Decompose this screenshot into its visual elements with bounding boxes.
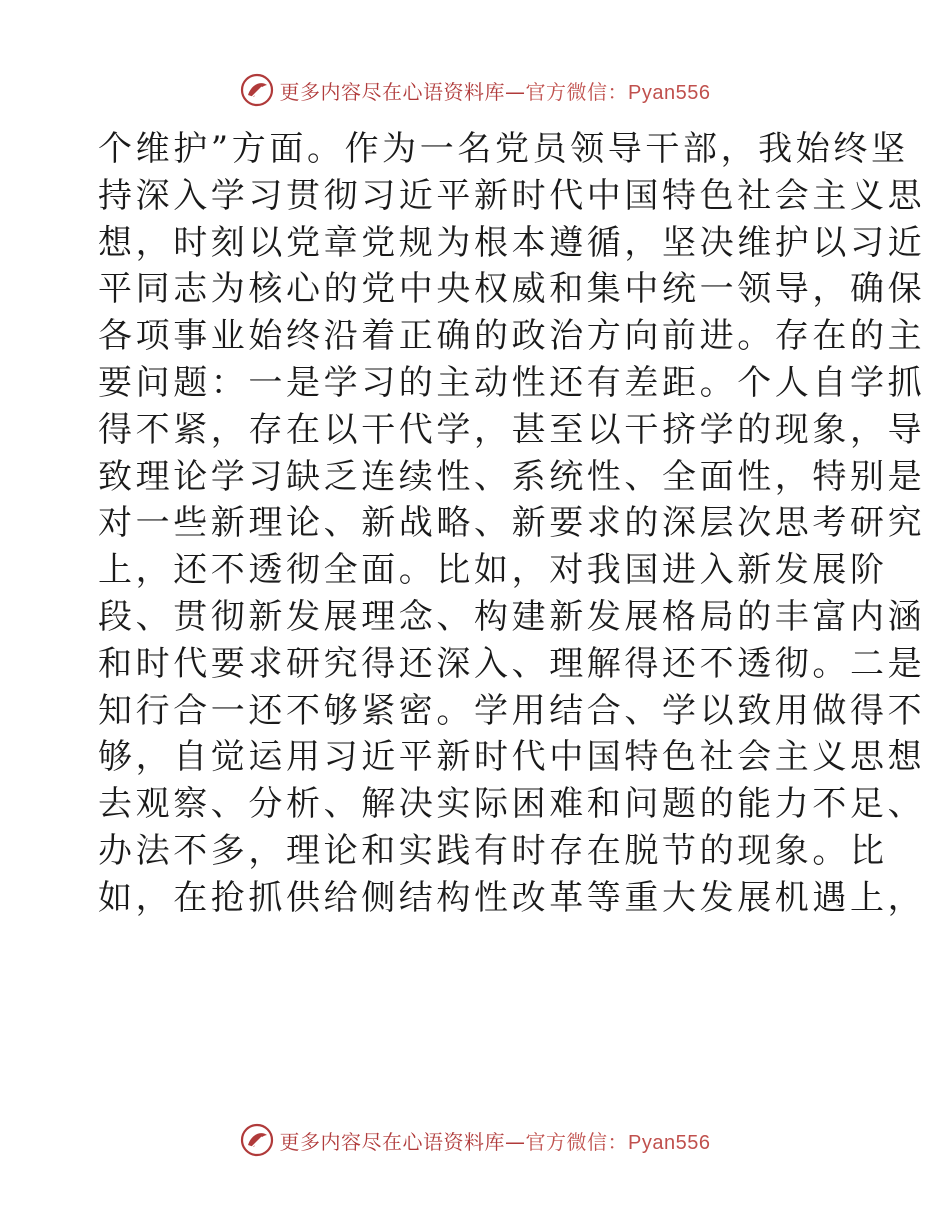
text-line: 去观察、分析、解决实际困难和问题的能力不足、 — [98, 784, 926, 825]
text-line: 如，在抢抓供给侧结构性改革等重大发展机遇上， — [98, 877, 926, 918]
text-line: 和时代要求研究得还深入、理解得还不透彻。二是 — [98, 643, 926, 684]
text-line: 段、贯彻新发展理念、构建新发展格局的丰富内涵 — [98, 596, 926, 637]
watermark-text — [280, 1126, 711, 1155]
watermark-wechat-id: Pyan556 — [628, 1131, 711, 1154]
text-line: 上，还不透彻全面。比如，对我国进入新发展阶 — [98, 550, 888, 591]
text-line: 持深入学习贯彻习近平新时代中国特色社会主义思 — [98, 175, 926, 216]
watermark-label: 官方微信： — [525, 1129, 629, 1154]
text-line: 各项事业始终沿着正确的政治方向前进。存在的主 — [98, 316, 926, 357]
watermark-text — [280, 76, 711, 105]
watermark-prefix: 更多内容尽在心语资料库 — [279, 1129, 506, 1154]
text-line: 平同志为核心的党中央权威和集中统一领导，确保 — [98, 269, 926, 310]
text-line: 个维护”方面。作为一名党员领导干部，我始终坚 — [98, 129, 909, 169]
text-line: 想，时刻以党章党规为根本遵循，坚决维护以习近 — [98, 222, 926, 263]
text-line: 得不紧，存在以干代学，甚至以干挤学的现象，导 — [98, 409, 926, 450]
watermark-wechat-id: Pyan556 — [628, 81, 711, 104]
header-watermark — [0, 70, 950, 110]
text-line: 要问题：一是学习的主动性还有差距。个人自学抓 — [98, 362, 926, 403]
logo-seal-icon — [240, 73, 274, 107]
text-line: 办法不多，理论和实践有时存在脱节的现象。比 — [98, 830, 888, 871]
watermark-label: 官方微信： — [525, 79, 629, 104]
footer-watermark — [0, 1120, 950, 1160]
body-text — [98, 126, 926, 922]
watermark-dash: — — [505, 1129, 526, 1154]
text-line: 对一些新理论、新战略、新要求的深层次思考研究 — [98, 503, 926, 544]
logo-seal-icon — [240, 1123, 274, 1157]
text-line: 致理论学习缺乏连续性、系统性、全面性，特别是 — [98, 456, 926, 497]
watermark-prefix: 更多内容尽在心语资料库 — [279, 79, 506, 104]
text-line: 够，自觉运用习近平新时代中国特色社会主义思想 — [98, 737, 926, 778]
watermark-dash: — — [505, 79, 526, 104]
text-line: 知行合一还不够紧密。学用结合、学以致用做得不 — [98, 690, 926, 731]
